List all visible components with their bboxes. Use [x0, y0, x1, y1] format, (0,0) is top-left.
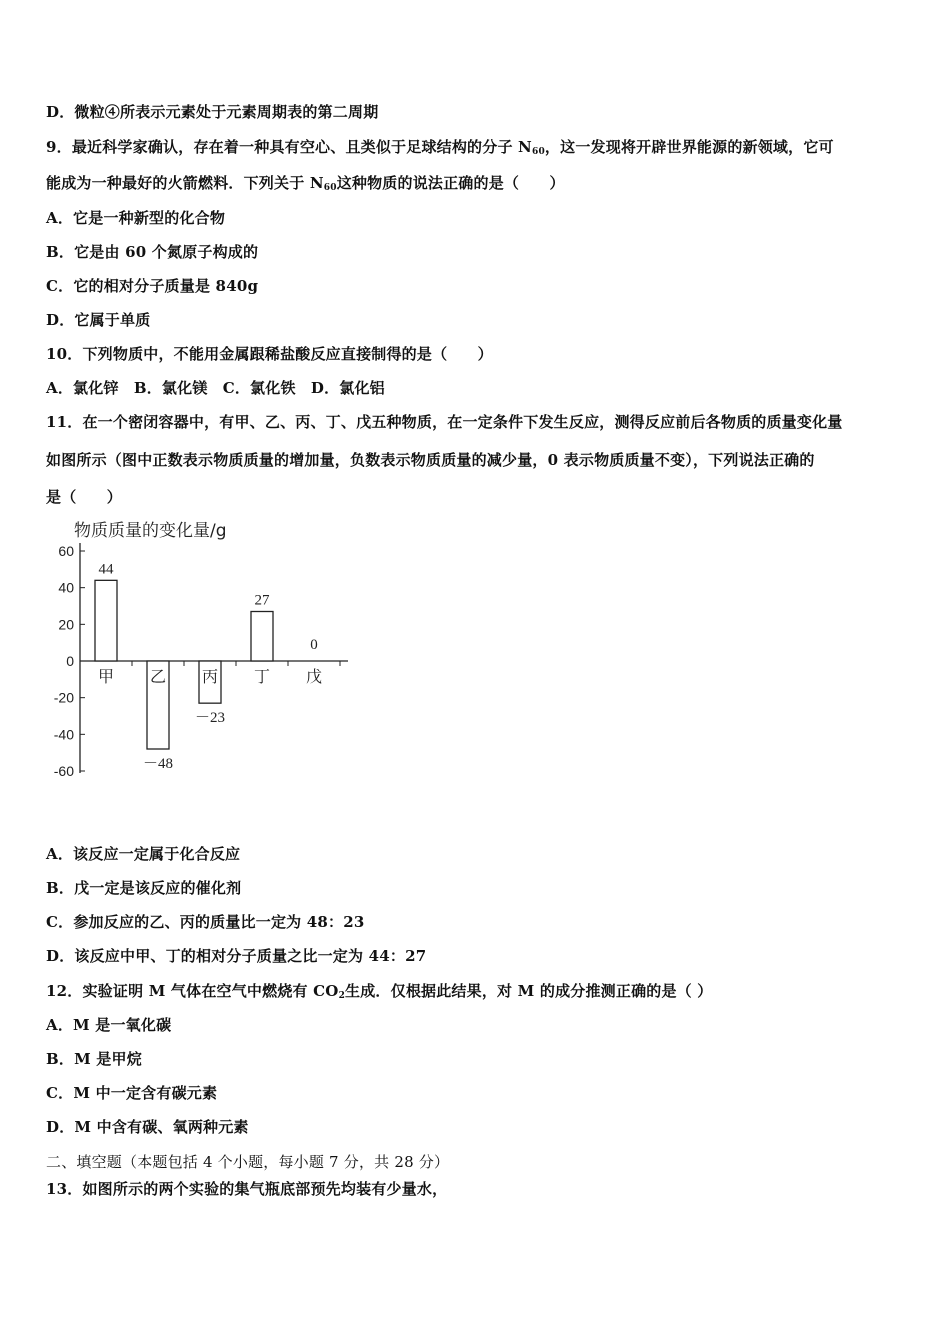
- q12-option-d: D．M 中含有碳、氧两种元素: [46, 1118, 249, 1136]
- q11-option-a: A．该反应一定属于化合反应: [46, 845, 241, 863]
- q9-option-b: B．它是由 60 个氮原子构成的: [46, 243, 259, 261]
- category-label: 戊: [305, 667, 323, 686]
- bar-4: [251, 612, 273, 662]
- q11-option-b: B．戊一定是该反应的催化剂: [46, 879, 242, 897]
- q9-text-b: ，这一发现将开辟世界能源的新领域，它可: [544, 138, 834, 156]
- q9-option-d: D．它属于单质: [46, 311, 151, 329]
- q9-stem-line1: [46, 136, 834, 157]
- q12-option-c: C．M 中一定含有碳元素: [46, 1084, 218, 1102]
- category-label: 甲: [97, 667, 115, 686]
- q12-subscript: 2: [338, 991, 346, 1001]
- q11-stem-line1: 11．在一个密闭容器中，有甲、乙、丙、丁、戊五种物质，在一定条件下发生反应，测得反应前后各物质的质量变化量: [46, 413, 843, 431]
- q9-stem-line2: [46, 172, 565, 193]
- q11-stem-line2: 如图所示（图中正数表示物质质量的增加量，负数表示物质质量的减少量，0 表示物质质量不变），下列说法正确的: [46, 451, 815, 469]
- q12-option-a: A．M 是一氧化碳: [46, 1016, 172, 1034]
- q10-stem: 10．下列物质中，不能用金属跟稀盐酸反应直接制得的是（ ）: [46, 345, 493, 363]
- y-tick-label: 20: [58, 616, 74, 633]
- q9-text-d: 这种物质的说法正确的是（ ）: [336, 174, 565, 192]
- q12-stem: [46, 980, 713, 1001]
- q9-text-c: 能成为一种最好的火箭燃料．下列关于 N: [46, 174, 324, 192]
- category-label: 丁: [253, 667, 271, 686]
- q11-option-d: D．该反应中甲、丁的相对分子质量之比一定为 44：27: [46, 947, 427, 965]
- q12-option-b: B．M 是甲烷: [46, 1050, 142, 1068]
- q8-option-d: D．微粒④所表示元素处于元素周期表的第二周期: [46, 103, 379, 121]
- bar-1: [95, 580, 117, 661]
- section-2-heading: 二、填空题（本题包括 4 个小题，每小题 7 分，共 28 分）: [46, 1153, 450, 1171]
- bar-value-label: 44: [98, 561, 114, 578]
- bar-value-label: 27: [254, 592, 270, 609]
- q9-option-c: C．它的相对分子质量是 840g: [46, 277, 259, 295]
- category-label: 丙: [201, 667, 219, 686]
- y-tick-label: 60: [58, 543, 74, 559]
- y-tick-label: -40: [53, 726, 74, 743]
- q11-option-c: C．参加反应的乙、丙的质量比一定为 48：23: [46, 913, 365, 931]
- mass-change-bar-chart: [40, 515, 370, 785]
- bar-value-label: －23: [194, 710, 226, 727]
- bar-value-label: 0: [310, 637, 318, 653]
- y-tick-label: 40: [58, 579, 74, 596]
- q9-text-a: 9．最近科学家确认，存在着一种具有空心、且类似于足球结构的分子 N: [46, 138, 532, 156]
- q12-text-b: 生成．仅根据此结果，对 M 的成分推测正确的是（ ）: [345, 982, 713, 1000]
- q13-stem: 13．如图所示的两个实验的集气瓶底部预先均装有少量水，: [46, 1180, 448, 1198]
- y-tick-label: -20: [53, 689, 74, 706]
- bar-value-label: －48: [142, 756, 174, 772]
- q9-subscript-2: 60: [323, 183, 337, 193]
- y-tick-label: -60: [53, 763, 74, 779]
- y-tick-label: 0: [66, 653, 74, 669]
- chart-title: 物质质量的变化量/g: [74, 521, 227, 541]
- q10-options: A．氯化锌 B．氯化镁 C．氯化铁 D．氯化铝: [46, 379, 385, 397]
- q9-subscript-1: 60: [531, 147, 545, 157]
- q12-text-a: 12．实验证明 M 气体在空气中燃烧有 CO: [46, 982, 339, 1000]
- q11-stem-line3: 是（ ）: [46, 488, 123, 506]
- category-label: 乙: [149, 667, 167, 686]
- q9-option-a: A．它是一种新型的化合物: [46, 209, 226, 227]
